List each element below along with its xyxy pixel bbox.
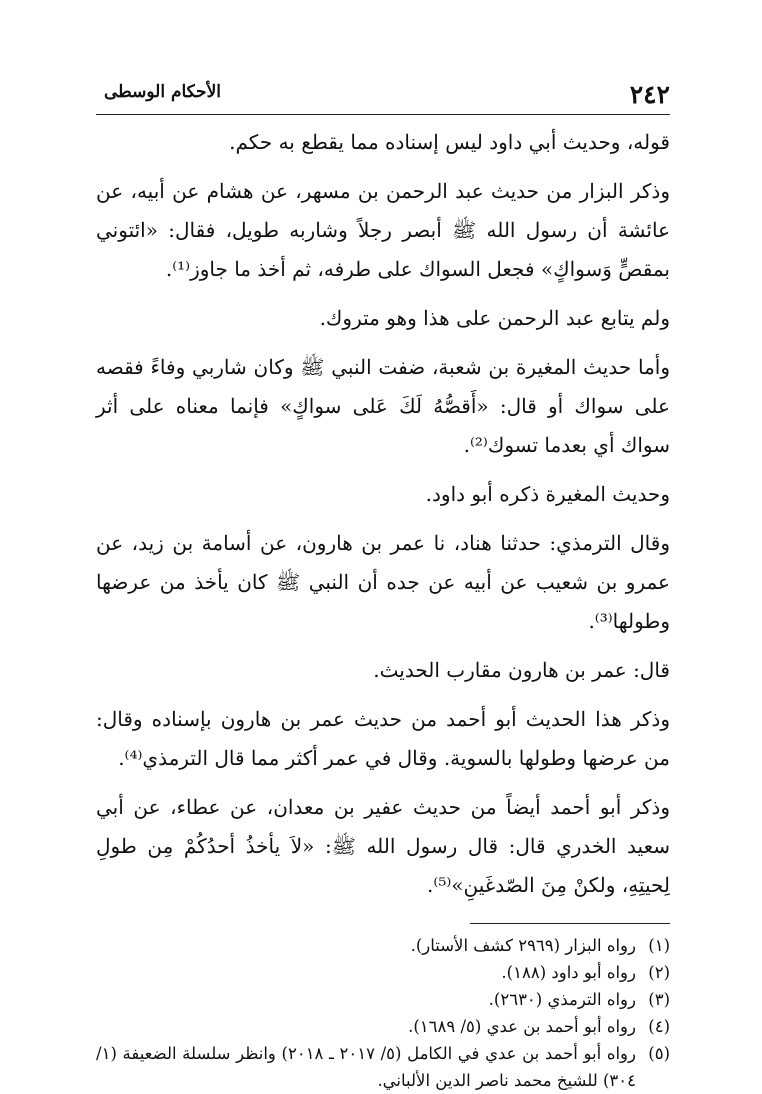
footnote-divider (470, 923, 670, 924)
footnote-text: رواه الترمذي (٢٦٣٠). (488, 990, 636, 1009)
paragraph: وأما حديث المغيرة بن شعبة، ضفت النبي ﷺ وكان شاربي وفاءً فقصه على سواك أو قال: «أَقصُّهُ لَكَ عَلى سواكٍ» فإنما معناه على أثر سواك أي بعدما تسوك⁽²⁾. (96, 355, 670, 457)
footnote-text: رواه أبو أحمد بن عدي في الكامل (٥/ ٢٠١٧ ـ ٢٠١٨) وانظر سلسلة الضعيفة (١/ ٣٠٤) للشيخ محمد ناصر الدين الألباني. (96, 1044, 636, 1090)
paragraph: قال: عمر بن هارون مقارب الحديث. (373, 658, 670, 682)
page-header (96, 74, 670, 115)
footnote-text: رواه أبو أحمد بن عدي (٥/ ١٦٨٩). (408, 1017, 636, 1036)
main-text (96, 123, 670, 905)
paragraph: وحديث المغيرة ذكره أبو داود. (425, 482, 670, 506)
footnote-number: (٣) (648, 990, 670, 1009)
book-page (96, 74, 670, 1094)
footnote-number: (٥) (648, 1044, 670, 1063)
footnote (96, 986, 670, 1013)
paragraph: وذكر هذا الحديث أبو أحمد من حديث عمر بن هارون بإسناده وقال: من عرضها وطولها بالسوية. وقال في عمر أكثر مما قال الترمذي⁽⁴⁾. (96, 707, 670, 770)
paragraph: وذكر أبو أحمد أيضاً من حديث عفير بن معدان، عن عطاء، عن أبي سعيد الخدري قال: قال رسول الله ﷺ: «لاَ يأخذُ أحدُكُمْ مِن طولِ لِحيتِهِ، ولكنْ مِنَ الصّدغَينِ»⁽⁵⁾. (96, 795, 671, 897)
page-number: ٢٤٢ (629, 80, 670, 109)
paragraph: وقال الترمذي: حدثنا هناد، نا عمر بن هارون، عن أسامة بن زيد، عن عمرو بن شعيب عن أبيه عن جده أن النبي ﷺ كان يأخذ من عرضها وطولها⁽³⁾. (96, 531, 670, 633)
footnotes (96, 932, 670, 1094)
footnote (96, 1040, 670, 1094)
footnote-number: (٢) (648, 963, 670, 982)
paragraph: قوله، وحديث أبي داود ليس إسناده مما يقطع به حكم. (229, 130, 670, 154)
footnote-text: رواه البزار (٢٩٦٩ كشف الأستار). (410, 936, 636, 955)
footnote (96, 959, 670, 986)
footnote (96, 932, 670, 959)
footnote-number: (١) (648, 936, 670, 955)
footnote-number: (٤) (648, 1017, 670, 1036)
running-title: الأحكام الوسطى (104, 82, 221, 102)
paragraph: ولم يتابع عبد الرحمن على هذا وهو متروك. (319, 306, 670, 330)
footnote-text: رواه أبو داود (١٨٨). (501, 963, 636, 982)
paragraph: وذكر البزار من حديث عبد الرحمن بن مسهر، عن هشام عن أبيه، عن عائشة أن رسول الله ﷺ أبصر رجلاً وشاربه طويل، فقال: «ائتوني بمقصٍّ وَسواكٍ» فجعل السواك على طرفه، ثم أخذ ما جاوز⁽¹⁾. (96, 179, 670, 281)
footnote (96, 1013, 670, 1040)
